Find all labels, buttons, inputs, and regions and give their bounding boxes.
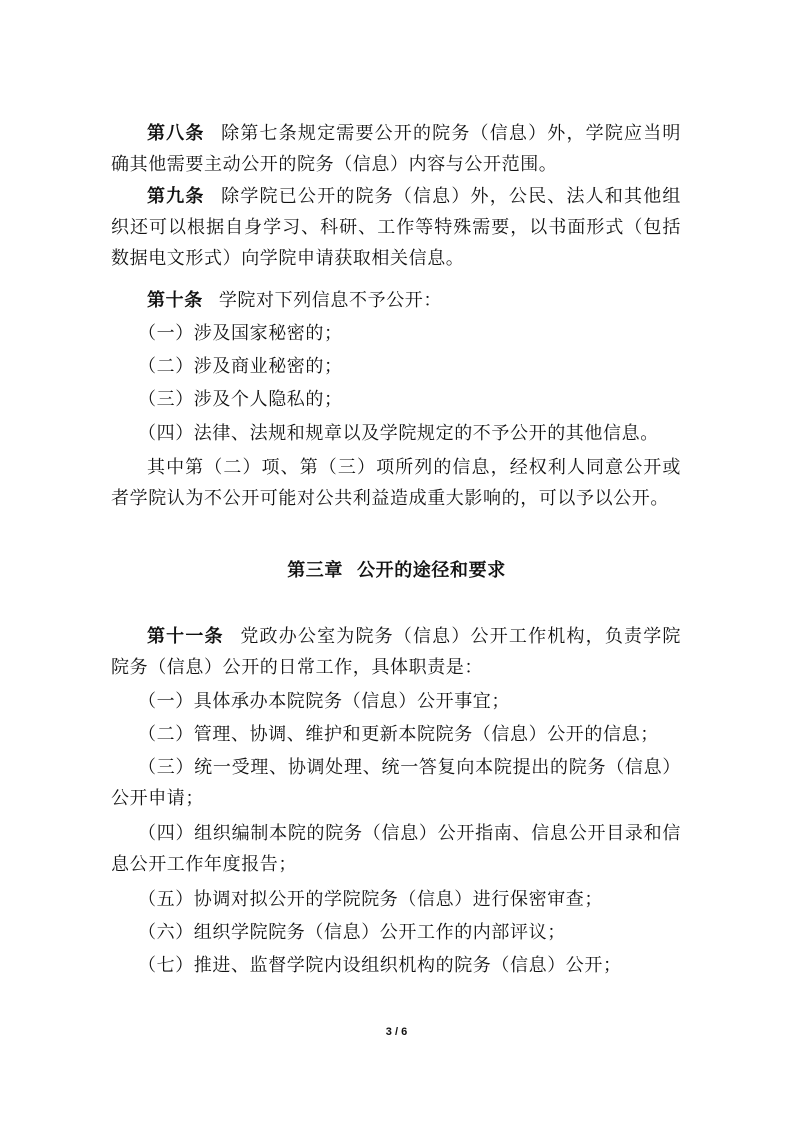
article-11-item-1: （一）具体承办本院院务（信息）公开事宜； (138, 691, 510, 712)
article-10-item-2: （二）涉及商业秘密的； (138, 356, 343, 377)
chapter-title: 公开的途径和要求 (357, 560, 506, 581)
article-11-item-5: （五）协调对拟公开的学院院务（信息）进行保密审查； (138, 889, 603, 910)
article-11-item-3: （三）统一受理、协调处理、统一答复向本院提出的院务（信息）公开申请； (111, 757, 681, 809)
article-11-title: 第十一条 (147, 626, 224, 647)
article-10 (111, 285, 681, 316)
article-8-title: 第八条 (147, 123, 205, 144)
article-10-note: 其中第（二）项、第（三）项所列的信息，经权利人同意公开或者学院认为不公开可能对公共利益造成重大影响的，可以予以公开。 (111, 457, 681, 509)
article-10-item-1: （一）涉及国家秘密的； (138, 323, 343, 344)
article-10-text: 学院对下列信息不予公开： (218, 290, 443, 311)
chapter-number: 第三章 (287, 560, 343, 581)
article-10-item-3: （三）涉及个人隐私的； (138, 389, 343, 410)
article-9-text: 除学院已公开的院务（信息）外，公民、法人和其他组织还可以根据自身学习、科研、工作等特殊需要，以书面形式（包括数据电文形式）向学院申请获取相关信息。 (111, 186, 681, 269)
article-11-text: 党政办公室为院务（信息）公开工作机构，负责学院院务（信息）公开的日常工作，具体职责是： (111, 626, 681, 678)
article-8-text: 除第七条规定需要公开的院务（信息）外，学院应当明确其他需要主动公开的院务（信息）内容与公开范围。 (111, 123, 681, 175)
page-number: 3 / 6 (385, 1026, 408, 1038)
article-11-item-2: （二）管理、协调、维护和更新本院院务（信息）公开的信息； (138, 724, 659, 745)
chapter-heading (0, 555, 793, 586)
article-11-item-4: （四）组织编制本院的院务（信息）公开指南、信息公开目录和信息公开工作年度报告； (111, 823, 681, 875)
article-11-item-6: （六）组织学院院务（信息）公开工作的内部评议； (138, 922, 566, 943)
article-8 (111, 118, 681, 180)
article-11-item-7: （七）推进、监督学院内设组织机构的院务（信息）公开； (138, 955, 622, 976)
article-10-title: 第十条 (147, 290, 203, 311)
article-9-title: 第九条 (147, 186, 205, 207)
article-9 (111, 181, 681, 274)
article-10-item-4: （四）法律、法规和规章以及学院规定的不予公开的其他信息。 (138, 423, 659, 444)
article-11 (111, 621, 681, 683)
